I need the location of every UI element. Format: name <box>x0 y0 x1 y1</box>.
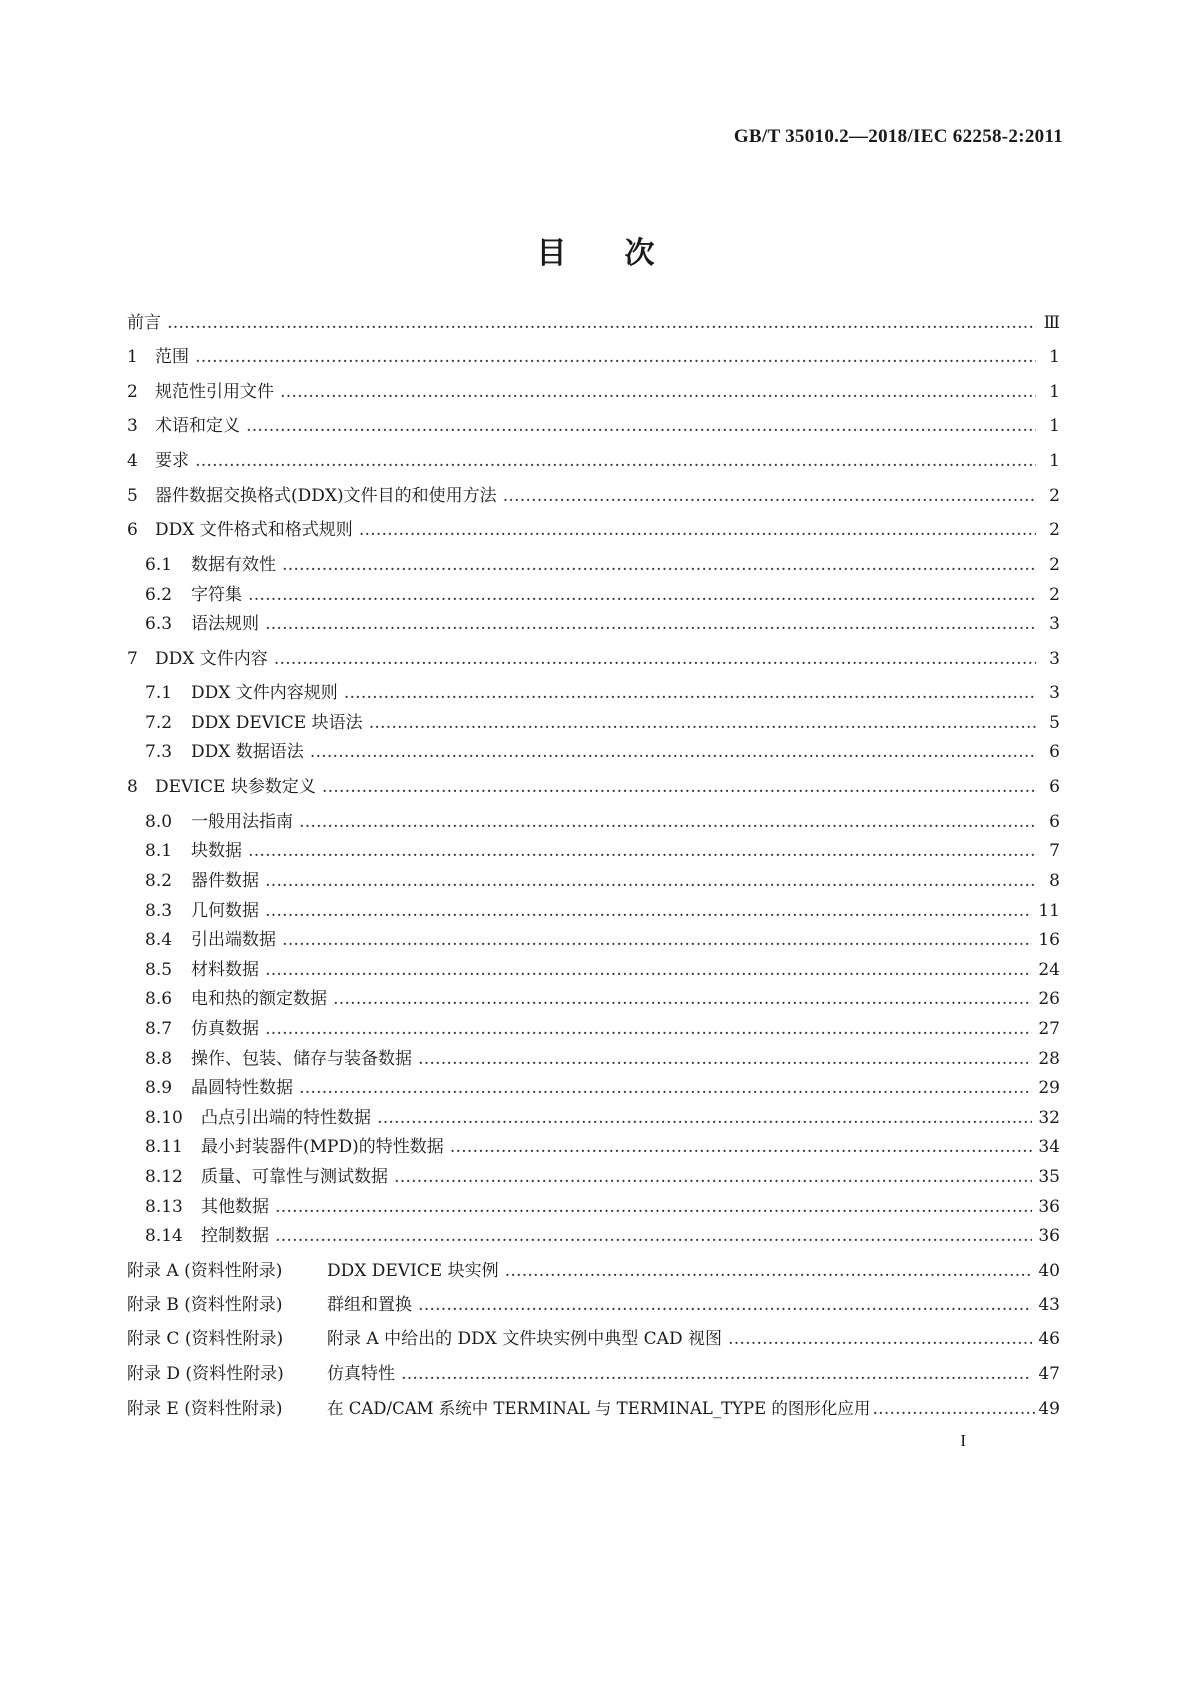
toc-label: 器件数据 <box>191 871 259 891</box>
toc-number: 3 <box>127 416 138 436</box>
toc-leader <box>282 552 1036 578</box>
toc-entry-6-3[interactable] <box>145 611 1060 637</box>
toc-number: 6.1 <box>145 555 173 575</box>
toc-page: 24 <box>1038 960 1060 980</box>
toc-entry-annex-b[interactable] <box>127 1292 1060 1318</box>
toc-leader <box>246 413 1036 439</box>
toc-leader <box>299 1075 1032 1101</box>
toc-label: 字符集 <box>191 585 242 605</box>
toc-number: 8.13 <box>145 1197 183 1217</box>
toc-number: 附录 D (资料性附录) <box>127 1364 284 1384</box>
toc-label: 块数据 <box>191 841 242 861</box>
toc-label: 规范性引用文件 <box>155 382 274 402</box>
toc-label: 晶圆特性数据 <box>191 1078 293 1098</box>
toc-entry-8-8[interactable] <box>145 1046 1060 1072</box>
toc-number: 8.3 <box>145 901 173 921</box>
toc-page: 2 <box>1049 555 1060 575</box>
toc-label: 操作、包装、储存与装备数据 <box>191 1049 412 1069</box>
toc-entry-8[interactable] <box>127 774 1060 800</box>
toc-leader <box>195 448 1036 474</box>
toc-number: 6.3 <box>145 614 173 634</box>
toc-label: 质量、可靠性与测试数据 <box>201 1167 388 1187</box>
toc-page: 7 <box>1049 841 1060 861</box>
toc-leader <box>728 1326 1032 1352</box>
toc-number: 6 <box>127 520 138 540</box>
toc-label: 控制数据 <box>201 1226 269 1246</box>
toc-entry-6-2[interactable] <box>145 582 1060 608</box>
toc-page: 46 <box>1038 1329 1060 1349</box>
toc-page: 28 <box>1038 1049 1060 1069</box>
toc-number: 8.7 <box>145 1019 173 1039</box>
toc-label: 材料数据 <box>191 960 259 980</box>
toc-entry-8-4[interactable] <box>145 927 1060 953</box>
toc-entry-annex-e[interactable] <box>127 1396 1060 1422</box>
toc-entry-8-5[interactable] <box>145 957 1060 983</box>
toc-number: 8.6 <box>145 989 173 1009</box>
toc-number: 8 <box>127 777 138 797</box>
toc-entry-8-14[interactable] <box>145 1223 1060 1249</box>
toc-leader <box>505 1258 1033 1284</box>
toc-entry-8-3[interactable] <box>145 898 1060 924</box>
toc-number: 附录 B (资料性附录) <box>127 1295 283 1315</box>
toc-label: DDX 文件内容规则 <box>191 683 338 703</box>
toc-number: 8.10 <box>145 1108 183 1128</box>
toc-entry-4[interactable] <box>127 448 1060 474</box>
toc-entry-annex-c[interactable] <box>127 1326 1060 1352</box>
toc-leader <box>369 710 1036 736</box>
toc-number: 4 <box>127 451 138 471</box>
toc-page: 2 <box>1049 486 1060 506</box>
toc-label: 数据有效性 <box>191 555 276 575</box>
toc-leader <box>265 898 1032 924</box>
toc-label: DDX 数据语法 <box>191 742 304 762</box>
toc-label: 附录 A 中给出的 DDX 文件块实例中典型 CAD 视图 <box>327 1329 722 1349</box>
toc-entry-8-9[interactable] <box>145 1075 1060 1101</box>
toc-entry-8-2[interactable] <box>145 868 1060 894</box>
toc-number: 8.1 <box>145 841 173 861</box>
toc-entry-5[interactable] <box>127 483 1060 509</box>
toc-leader <box>418 1046 1032 1072</box>
toc-entry-1[interactable] <box>127 344 1060 370</box>
toc-leader <box>299 809 1036 835</box>
toc-number: 8.2 <box>145 871 173 891</box>
toc-entry-8-10[interactable] <box>145 1105 1060 1131</box>
toc-entry-8-13[interactable] <box>145 1194 1060 1220</box>
toc-page: 1 <box>1049 382 1060 402</box>
toc-entry-6[interactable] <box>127 517 1060 543</box>
toc-number: 附录 A (资料性附录) <box>127 1261 283 1281</box>
toc-leader <box>275 1223 1032 1249</box>
toc-entry-7-1[interactable] <box>145 680 1060 706</box>
toc-label: 范围 <box>155 347 189 367</box>
toc-leader <box>401 1361 1032 1387</box>
toc-leader <box>274 646 1036 672</box>
toc-number: 附录 E (资料性附录) <box>127 1399 283 1419</box>
toc-number: 8.9 <box>145 1078 173 1098</box>
toc-label: DDX DEVICE 块实例 <box>327 1261 499 1281</box>
toc-page: 5 <box>1049 713 1060 733</box>
toc-page: 1 <box>1049 451 1060 471</box>
toc-label: 仿真数据 <box>191 1019 259 1039</box>
toc-page: 2 <box>1049 585 1060 605</box>
toc-entry-8-1[interactable] <box>145 838 1060 864</box>
toc-page: 6 <box>1049 742 1060 762</box>
toc-leader <box>333 986 1032 1012</box>
toc-entry-3[interactable] <box>127 413 1060 439</box>
toc-number: 2 <box>127 382 138 402</box>
toc-entry-8-12[interactable] <box>145 1164 1060 1190</box>
toc-leader <box>344 680 1036 706</box>
toc-page: 36 <box>1038 1226 1060 1246</box>
toc-page: 47 <box>1038 1364 1060 1384</box>
toc-entry-annex-d[interactable] <box>127 1361 1060 1387</box>
toc-number: 8.8 <box>145 1049 173 1069</box>
toc-label: 要求 <box>155 451 189 471</box>
toc-page: Ⅲ <box>1043 313 1060 333</box>
toc-leader <box>248 838 1036 864</box>
toc-entry-7-2[interactable] <box>145 710 1060 736</box>
toc-label: 群组和置换 <box>327 1295 412 1315</box>
toc-leader <box>282 927 1032 953</box>
toc-leader <box>394 1164 1032 1190</box>
toc-leader <box>872 1396 1036 1422</box>
toc-number: 附录 C (资料性附录) <box>127 1329 284 1349</box>
toc-leader <box>280 379 1036 405</box>
toc-label: 前言 <box>127 313 161 333</box>
toc-leader <box>503 483 1036 509</box>
toc-label: 仿真特性 <box>327 1364 395 1384</box>
toc-number: 7.2 <box>145 713 173 733</box>
toc-entry-6-1[interactable] <box>145 552 1060 578</box>
toc-leader <box>265 1016 1032 1042</box>
toc-number: 8.0 <box>145 812 173 832</box>
toc-page: 2 <box>1049 520 1060 540</box>
toc-leader <box>195 344 1036 370</box>
toc-entry-8-0[interactable] <box>145 809 1060 835</box>
toc-leader <box>265 957 1032 983</box>
toc-page: 34 <box>1038 1137 1060 1157</box>
toc-number: 6.2 <box>145 585 173 605</box>
toc-label: 语法规则 <box>191 614 259 634</box>
toc-number: 1 <box>127 347 138 367</box>
toc-page: 49 <box>1038 1399 1060 1419</box>
toc-entry-foreword[interactable] <box>127 310 1060 336</box>
toc-entry-8-7[interactable] <box>145 1016 1060 1042</box>
toc-number: 7 <box>127 649 138 669</box>
toc-label: DEVICE 块参数定义 <box>155 777 316 797</box>
toc-label: 器件数据交换格式(DDX)文件目的和使用方法 <box>155 486 497 506</box>
toc-label: 几何数据 <box>191 901 259 921</box>
toc-leader <box>310 739 1036 765</box>
toc-label: 术语和定义 <box>155 416 240 436</box>
toc-label: DDX 文件内容 <box>155 649 268 669</box>
toc-leader <box>322 774 1036 800</box>
toc-label: 电和热的额定数据 <box>191 989 327 1009</box>
toc-page: 11 <box>1038 901 1060 921</box>
toc-number: 8.14 <box>145 1226 183 1246</box>
toc-number: 8.12 <box>145 1167 183 1187</box>
toc-page: 3 <box>1049 649 1060 669</box>
toc-page: 6 <box>1049 812 1060 832</box>
toc-page: 32 <box>1038 1108 1060 1128</box>
toc-label: 引出端数据 <box>191 930 276 950</box>
toc-page: 26 <box>1038 989 1060 1009</box>
toc-page: 6 <box>1049 777 1060 797</box>
toc-page: 16 <box>1038 930 1060 950</box>
toc-page: 1 <box>1049 347 1060 367</box>
toc-label: 在 CAD/CAM 系统中 TERMINAL 与 TERMINAL_TYPE 的图形化应用 <box>327 1399 871 1418</box>
toc-page: 8 <box>1049 871 1060 891</box>
toc-page: 43 <box>1038 1295 1060 1315</box>
toc-leader <box>359 517 1036 543</box>
toc-label: 凸点引出端的特性数据 <box>201 1108 371 1128</box>
toc-entry-annex-a[interactable] <box>127 1258 1060 1284</box>
toc-page: 3 <box>1049 683 1060 703</box>
toc-entry-7-3[interactable] <box>145 739 1060 765</box>
toc-entry-8-11[interactable] <box>145 1134 1060 1160</box>
toc-leader <box>450 1134 1033 1160</box>
toc-entry-7[interactable] <box>127 646 1060 672</box>
toc-page: 35 <box>1038 1167 1060 1187</box>
toc-entry-8-6[interactable] <box>145 986 1060 1012</box>
toc-number: 8.4 <box>145 930 173 950</box>
toc-number: 7.1 <box>145 683 173 703</box>
toc-leader <box>265 868 1036 894</box>
toc-number: 8.5 <box>145 960 173 980</box>
toc-page: 36 <box>1038 1197 1060 1217</box>
toc-label: 一般用法指南 <box>191 812 293 832</box>
toc-leader <box>377 1105 1032 1131</box>
toc-label: 最小封装器件(MPD)的特性数据 <box>201 1137 444 1157</box>
toc-page: 3 <box>1049 614 1060 634</box>
toc-number: 8.11 <box>145 1137 183 1157</box>
page-title: 目次 <box>536 236 713 271</box>
page-number: I <box>960 1431 966 1450</box>
toc-number: 5 <box>127 486 138 506</box>
toc-leader <box>167 310 1036 336</box>
toc-leader <box>275 1194 1032 1220</box>
toc-page: 27 <box>1038 1019 1060 1039</box>
toc-page: 40 <box>1038 1261 1060 1281</box>
toc-leader <box>265 611 1036 637</box>
toc-leader <box>248 582 1036 608</box>
toc-leader <box>418 1292 1032 1318</box>
toc-number: 7.3 <box>145 742 173 762</box>
toc-label: 其他数据 <box>201 1197 269 1217</box>
toc-label: DDX DEVICE 块语法 <box>191 713 363 733</box>
toc-label: DDX 文件格式和格式规则 <box>155 520 353 540</box>
standard-code-header: GB/T 35010.2—2018/IEC 62258-2:2011 <box>733 126 1063 147</box>
toc-entry-2[interactable] <box>127 379 1060 405</box>
toc-page: 1 <box>1049 416 1060 436</box>
toc-page: 29 <box>1038 1078 1060 1098</box>
